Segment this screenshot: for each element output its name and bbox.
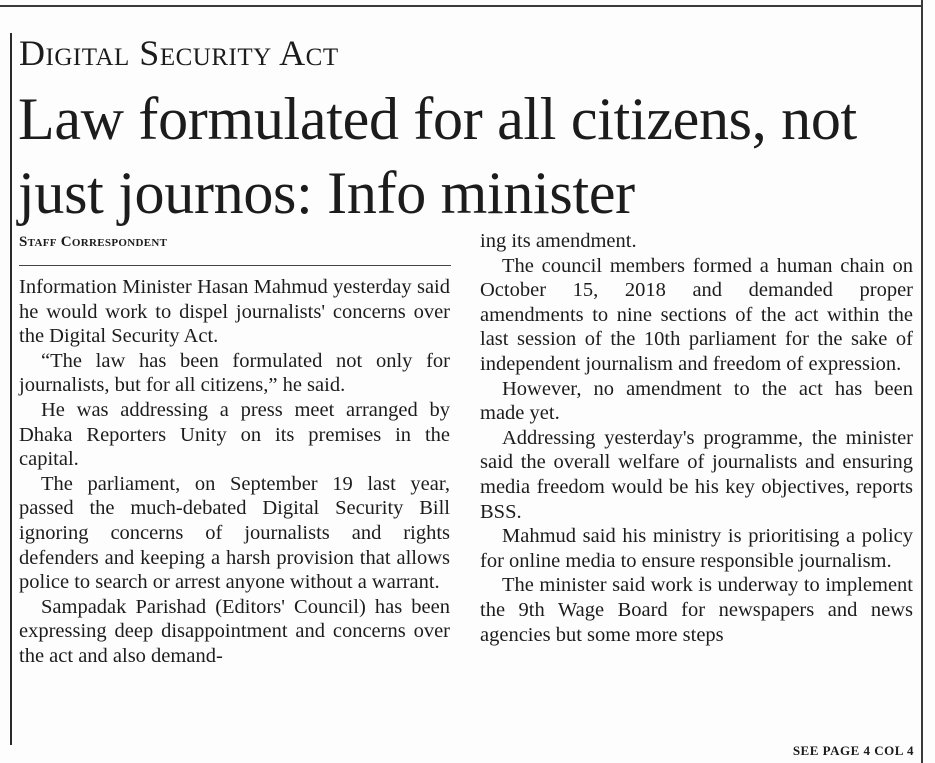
article-column-2 [480,229,913,647]
top-rule [0,5,922,7]
continuation-jump: SEE PAGE 4 COL 4 [792,743,914,758]
paragraph: The parliament, on September 19 last year, passed the much-debated Digital Security Bill ignoring concerns of journalists and rights defenders and keeping a harsh provision that allows police to search or arrest anyone without a warrant. [19,472,450,594]
paragraph: Mahmud said his ministry is prioritising a policy for online media to ensure responsible journalism. [480,525,913,572]
byline-rule [19,265,451,266]
paragraph: “The law has been formulated not only for journalists, but for all citizens,” he said. [19,349,450,397]
paragraph: Addressing yesterday's programme, the minister said the overall welfare of journalists and ensuring media freedom would be his key objectives, reports BSS. [480,426,913,523]
article-byline: Staff Correspondent [19,234,168,250]
article-kicker: Digital Security Act [19,33,339,73]
paragraph: However, no amendment to the act has been made yet. [480,377,913,425]
right-column-rule [921,0,923,763]
paragraph: He was addressing a press meet arranged by Dhaka Reporters Unity on its premises in the capital. [19,398,450,471]
paragraph: The minister said work is underway to implement the 9th Wage Board for newspapers and news agencies but some more steps [480,574,913,646]
paragraph: ing its amendment. [480,230,637,252]
paragraph: The council members formed a human chain on October 15, 2018 and demanded proper amendments to nine sections of the act within the last session of the 10th parliament for the sake of independent journalism and freedom of expression. [480,254,913,375]
paragraph: Information Minister Hasan Mahmud yesterday said he would work to dispel journalists' concerns over the Digital Security Act. [19,276,450,348]
article-column-1 [19,275,450,669]
paragraph: Sampadak Parishad (Editors' Council) has been expressing deep disappointment and concerns over the act and also demand- [19,595,450,667]
left-column-rule [10,33,12,745]
article-headline: Law formulated for all citizens, not just journos: Info minister [18,86,857,226]
